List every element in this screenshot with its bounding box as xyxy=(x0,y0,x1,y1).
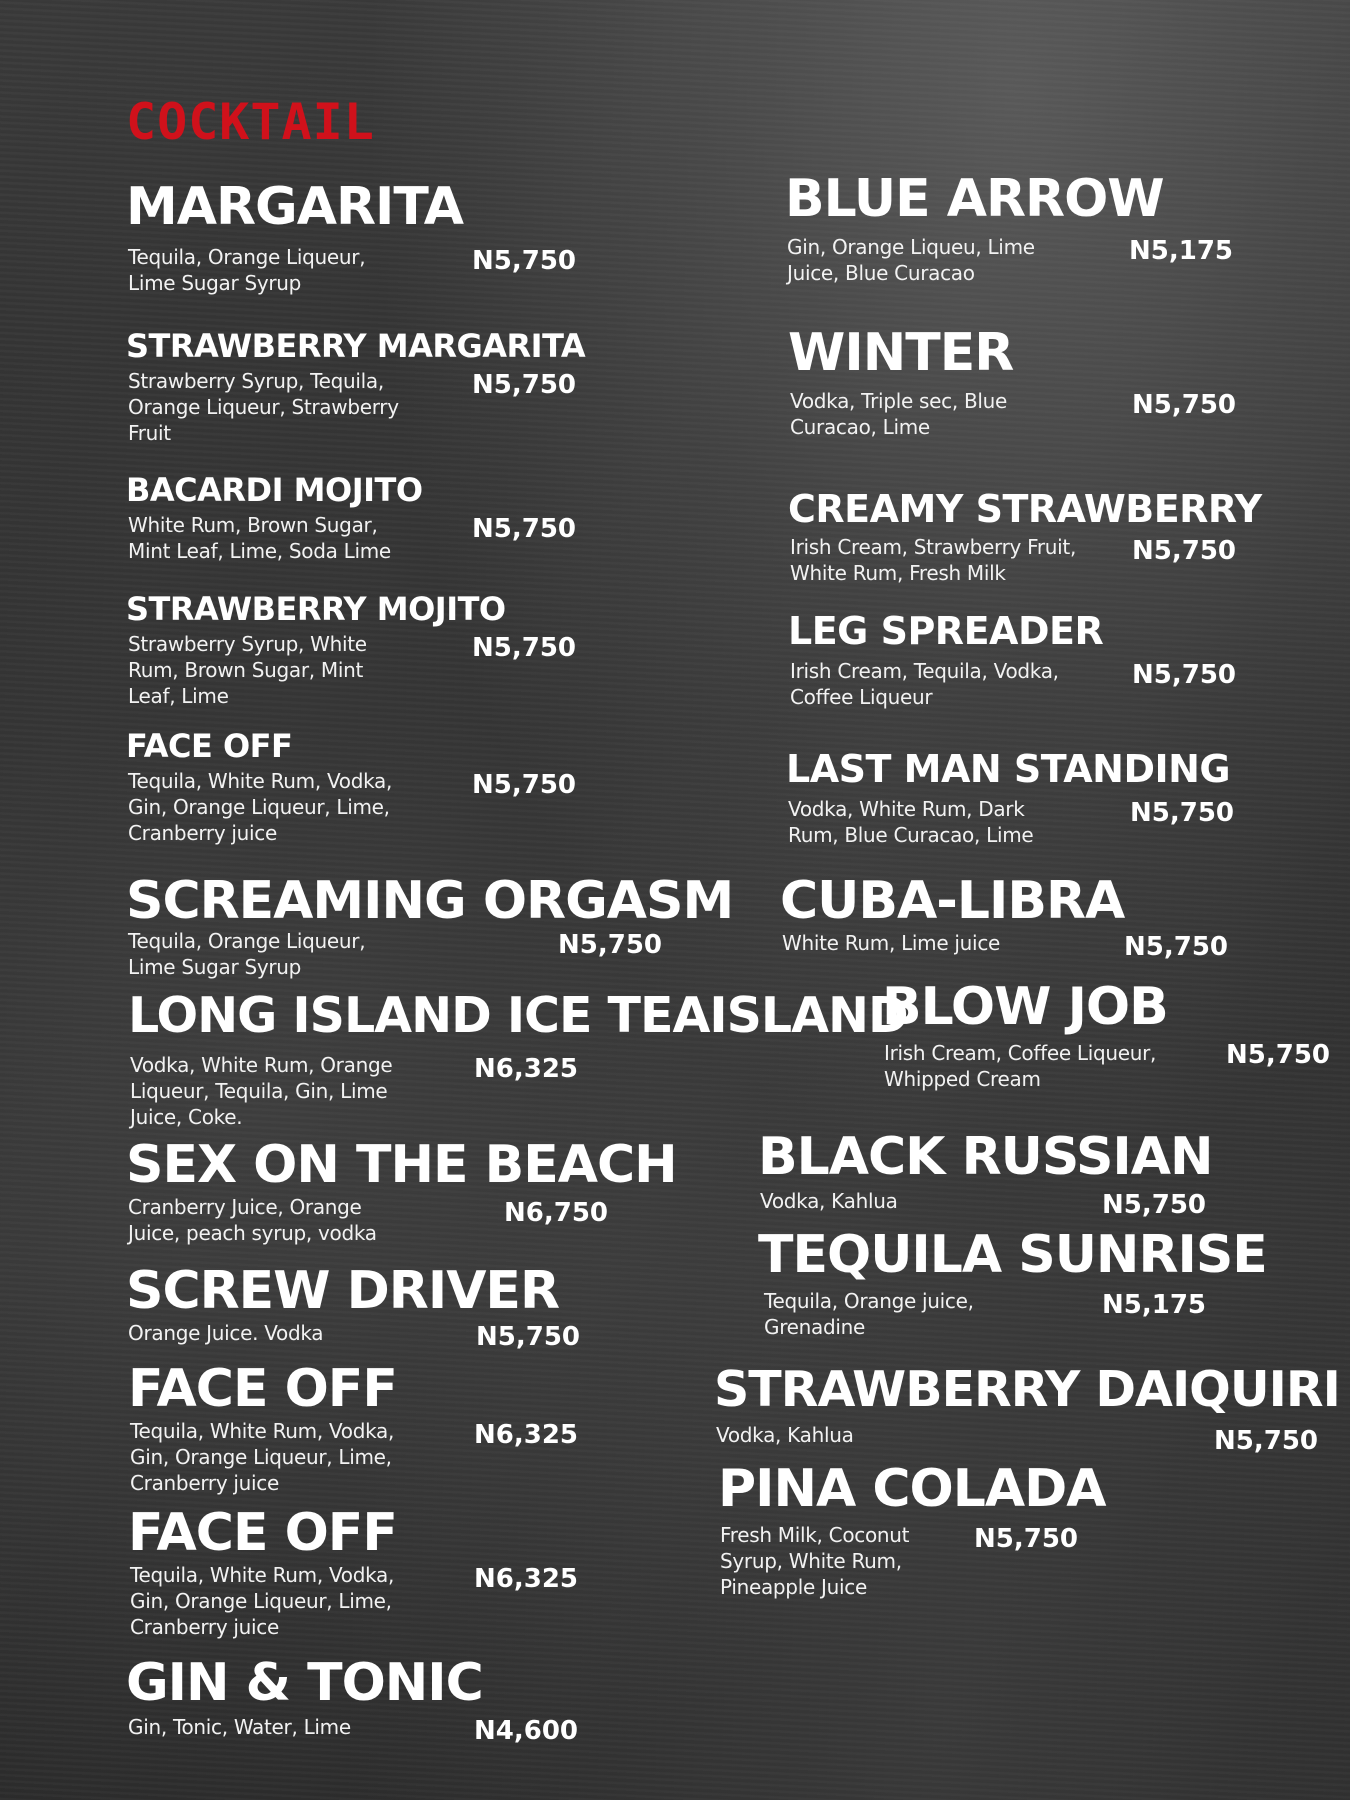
item-price: N5,750 xyxy=(472,633,576,663)
item-name: CUBA-LIBRA xyxy=(780,871,1125,931)
menu-item-blow-job xyxy=(882,977,1330,1091)
menu-item-gin-tonic xyxy=(126,1653,578,1746)
menu-item-strawberry-margarita xyxy=(126,327,586,445)
menu-item-creamy-strawberry xyxy=(788,487,1262,585)
item-name: FACE OFF xyxy=(128,1503,397,1563)
menu-item-black-russian xyxy=(758,1127,1213,1220)
item-name: BLUE ARROW xyxy=(785,169,1164,229)
menu-item-sex-on-the-beach xyxy=(126,1135,677,1245)
item-price: N5,175 xyxy=(1129,236,1233,266)
item-description: Irish Cream, Strawberry Fruit, White Rum, Fresh Milk xyxy=(790,535,1077,585)
item-description: Gin, Orange Liqueu, Lime Juice, Blue Curacao xyxy=(787,235,1035,285)
menu-item-cuba-libra xyxy=(780,871,1228,962)
menu-item-blue-arrow xyxy=(785,169,1233,285)
item-description: Tequila, Orange juice, Grenadine xyxy=(764,1289,974,1339)
menu-item-last-man-standing xyxy=(786,747,1234,847)
item-price: N5,750 xyxy=(974,1524,1078,1554)
menu-item-face-off-2 xyxy=(128,1359,578,1495)
item-description: Cranberry Juice, Orange Juice, peach syrup, vodka xyxy=(128,1195,377,1245)
menu-item-long-island xyxy=(128,987,908,1129)
item-description: Tequila, White Rum, Vodka, Gin, Orange Liqueur, Lime, Cranberry juice xyxy=(128,769,393,845)
item-name: BLOW JOB xyxy=(882,977,1168,1037)
item-name: STRAWBERRY MARGARITA xyxy=(126,327,586,365)
menu-item-screaming-orgasm xyxy=(126,871,734,979)
menu-item-leg-spreader xyxy=(788,609,1236,709)
item-price: N5,750 xyxy=(1214,1426,1318,1456)
item-price: N6,325 xyxy=(474,1564,578,1594)
item-description: Orange Juice. Vodka xyxy=(128,1321,324,1345)
item-description: Gin, Tonic, Water, Lime xyxy=(128,1715,351,1739)
item-description: Vodka, Triple sec, Blue Curacao, Lime xyxy=(790,389,1008,439)
menu-item-pina-colada xyxy=(718,1459,1106,1599)
item-name: FACE OFF xyxy=(128,1359,397,1419)
item-price: N6,750 xyxy=(504,1198,608,1228)
item-description: Fresh Milk, Coconut Syrup, White Rum, Pineapple Juice xyxy=(720,1523,910,1599)
item-description: Irish Cream, Coffee Liqueur, Whipped Cream xyxy=(884,1041,1157,1091)
item-price: N5,175 xyxy=(1102,1290,1206,1320)
item-description: Tequila, Orange Liqueur, Lime Sugar Syrup xyxy=(128,245,366,295)
item-description: Vodka, Kahlua xyxy=(716,1423,854,1447)
item-price: N5,750 xyxy=(472,246,576,276)
menu-heading: COCKTAIL xyxy=(126,93,375,151)
item-description: Tequila, White Rum, Vodka, Gin, Orange Liqueur, Lime, Cranberry juice xyxy=(130,1563,395,1639)
menu-item-strawberry-mojito xyxy=(126,590,576,708)
item-name: STRAWBERRY DAIQUIRI xyxy=(714,1361,1340,1418)
item-price: N5,750 xyxy=(472,370,576,400)
item-price: N5,750 xyxy=(1102,1190,1206,1220)
item-price: N5,750 xyxy=(476,1322,580,1352)
menu-item-face-off-3 xyxy=(128,1503,578,1639)
menu-item-strawberry-daiquiri xyxy=(714,1361,1340,1456)
item-price: N4,600 xyxy=(474,1716,578,1746)
item-price: N5,750 xyxy=(472,770,576,800)
item-price: N5,750 xyxy=(1132,390,1236,420)
item-description: White Rum, Brown Sugar, Mint Leaf, Lime, Soda Lime xyxy=(128,513,391,563)
item-name: BLACK RUSSIAN xyxy=(758,1127,1213,1187)
item-name: SCREW DRIVER xyxy=(126,1261,559,1321)
item-name: SEX ON THE BEACH xyxy=(126,1135,677,1195)
item-price: N6,325 xyxy=(474,1420,578,1450)
item-description: Vodka, White Rum, Orange Liqueur, Tequila, Gin, Lime Juice, Coke. xyxy=(130,1053,393,1129)
menu-item-screw-driver xyxy=(126,1261,580,1352)
item-price: N5,750 xyxy=(472,514,576,544)
menu-item-bacardi-mojito xyxy=(126,471,576,563)
item-description: Strawberry Syrup, Tequila, Orange Liqueur, Strawberry Fruit xyxy=(128,369,399,445)
item-name: TEQUILA SUNRISE xyxy=(758,1225,1267,1285)
item-name: MARGARITA xyxy=(126,177,464,237)
item-price: N6,325 xyxy=(474,1054,578,1084)
menu-item-margarita xyxy=(126,177,576,295)
item-name: PINA COLADA xyxy=(718,1459,1106,1519)
item-price: N5,750 xyxy=(1124,932,1228,962)
item-description: Vodka, White Rum, Dark Rum, Blue Curacao, Lime xyxy=(788,797,1034,847)
item-description: Vodka, Kahlua xyxy=(760,1189,898,1213)
item-name: LEG SPREADER xyxy=(788,609,1104,653)
item-description: Strawberry Syrup, White Rum, Brown Sugar, Mint Leaf, Lime xyxy=(128,632,367,708)
item-price: N5,750 xyxy=(1132,536,1236,566)
item-name: LAST MAN STANDING xyxy=(786,747,1231,791)
item-name: STRAWBERRY MOJITO xyxy=(126,590,506,628)
item-description: White Rum, Lime juice xyxy=(782,931,1001,955)
item-price: N5,750 xyxy=(1132,660,1236,690)
item-name: CREAMY STRAWBERRY xyxy=(788,487,1262,531)
item-name: GIN & TONIC xyxy=(126,1653,483,1713)
item-price: N5,750 xyxy=(558,930,662,960)
item-description: Irish Cream, Tequila, Vodka, Coffee Liqueur xyxy=(790,659,1059,709)
menu-item-face-off xyxy=(126,727,576,845)
item-description: Tequila, Orange Liqueur, Lime Sugar Syrup xyxy=(128,929,366,979)
item-description: Tequila, White Rum, Vodka, Gin, Orange Liqueur, Lime, Cranberry juice xyxy=(130,1419,395,1495)
menu-item-winter xyxy=(788,323,1236,439)
item-name: BACARDI MOJITO xyxy=(126,471,423,509)
item-price: N5,750 xyxy=(1226,1040,1330,1070)
item-price: N5,750 xyxy=(1130,798,1234,828)
item-name: LONG ISLAND ICE TEAISLAND xyxy=(128,987,908,1044)
item-name: SCREAMING ORGASM xyxy=(126,871,734,931)
menu-item-tequila-sunrise xyxy=(758,1225,1267,1339)
item-name: WINTER xyxy=(788,323,1014,383)
item-name: FACE OFF xyxy=(126,727,293,765)
